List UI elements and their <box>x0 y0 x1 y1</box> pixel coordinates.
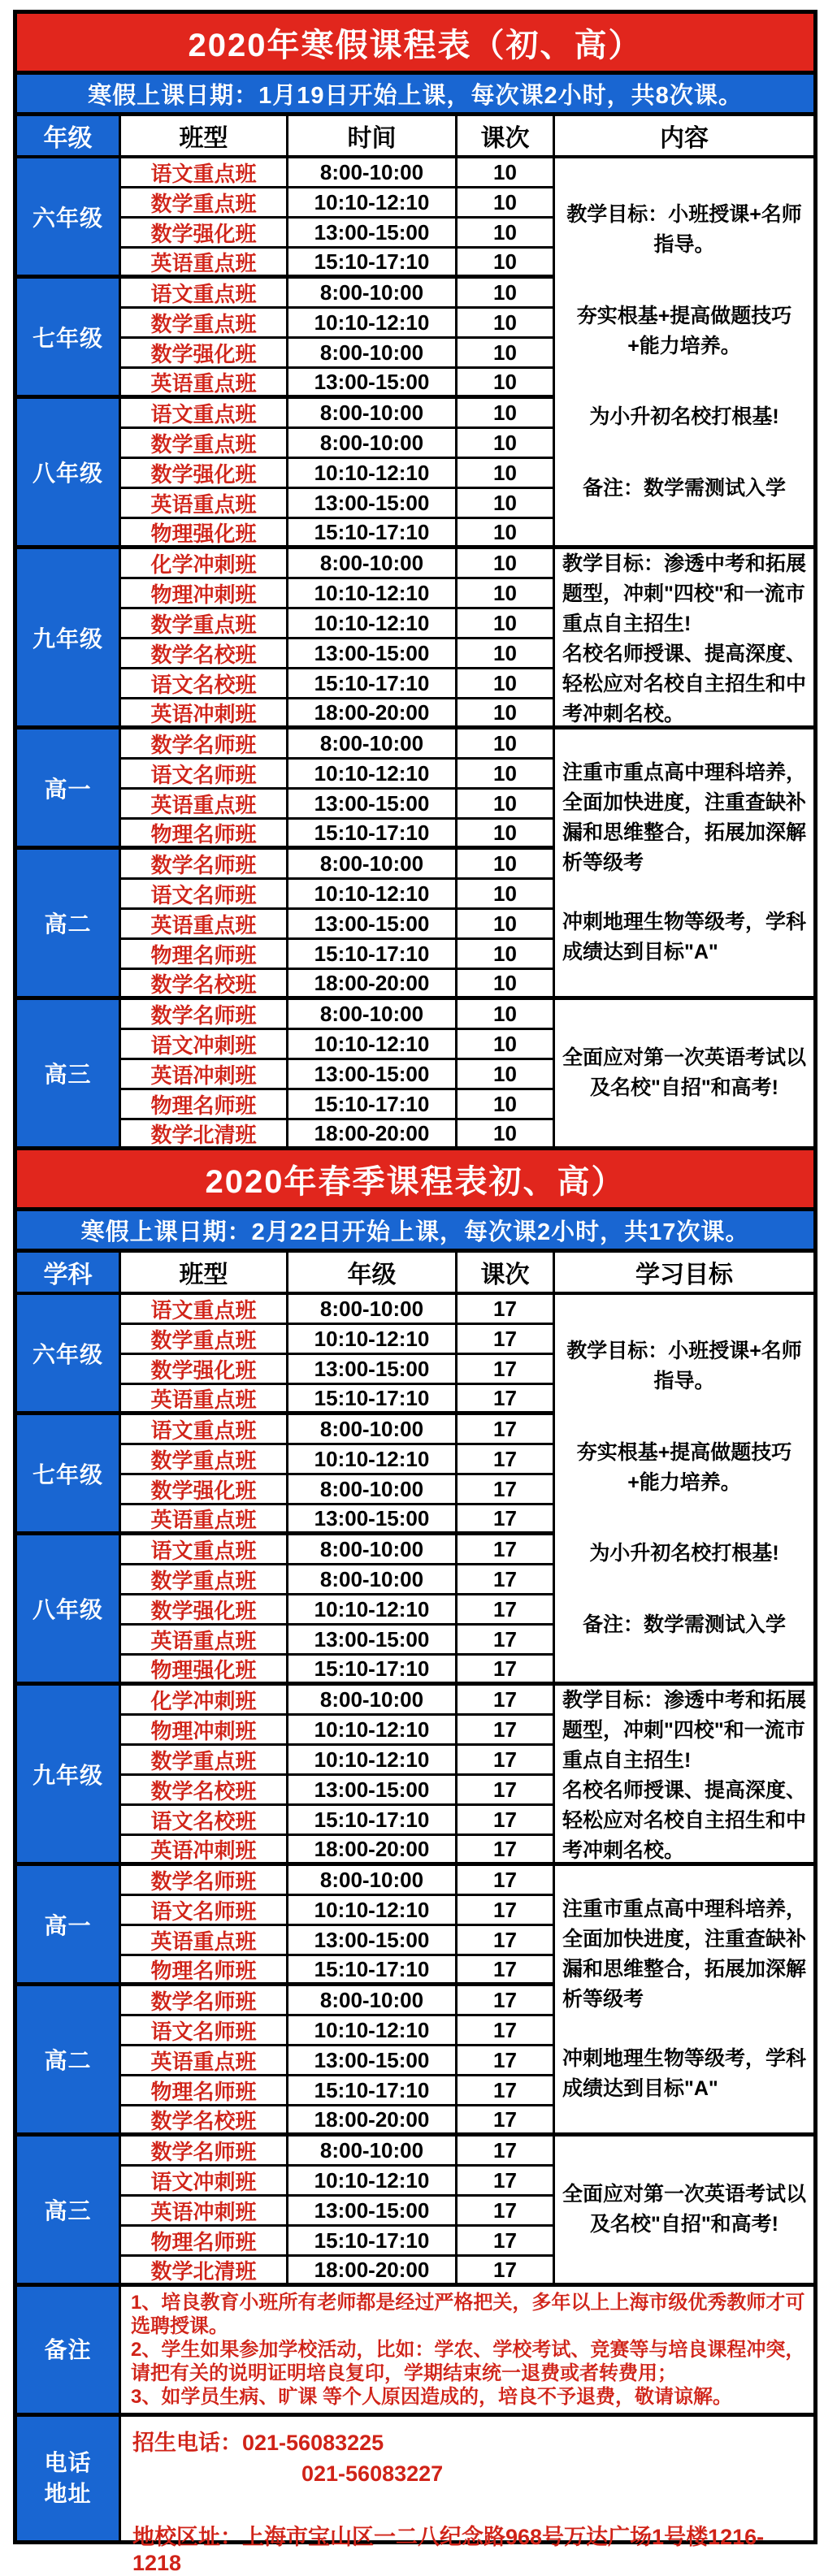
class-type-cell: 数学名师班 <box>121 1866 288 1896</box>
time-cell: 15:10-17:10 <box>288 1956 458 1986</box>
time-cell: 8:00-10:00 <box>288 1295 458 1325</box>
class-type-cell: 英语重点班 <box>121 790 288 820</box>
class-type-cell: 物理冲刺班 <box>121 1716 288 1746</box>
class-type-cell: 语文重点班 <box>121 1295 288 1325</box>
lesson-count-cell: 17 <box>458 1535 555 1565</box>
class-type-cell: 英语冲刺班 <box>121 699 288 730</box>
lesson-count-cell: 10 <box>458 369 555 399</box>
lesson-count-cell: 17 <box>458 1926 555 1956</box>
lesson-count-cell: 17 <box>458 2197 555 2227</box>
time-cell: 13:00-15:00 <box>288 1926 458 1956</box>
time-cell: 8:00-10:00 <box>288 339 458 369</box>
lesson-count-cell: 17 <box>458 2167 555 2197</box>
lesson-count-cell: 17 <box>458 1746 555 1776</box>
lesson-count-cell: 10 <box>458 489 555 519</box>
lesson-count-cell: 10 <box>458 820 555 850</box>
class-type-cell: 数学名师班 <box>121 730 288 760</box>
time-cell: 8:00-10:00 <box>288 1415 458 1445</box>
class-type-cell: 物理名师班 <box>121 820 288 850</box>
time-cell: 10:10-12:10 <box>288 1896 458 1926</box>
class-type-cell: 物理强化班 <box>121 1656 288 1686</box>
time-cell: 10:10-12:10 <box>288 2016 458 2046</box>
time-cell: 18:00-20:00 <box>288 1836 458 1866</box>
goal-paragraph: 全面应对第一次英语考试以及名校"自招"和高考! <box>562 2183 807 2236</box>
class-type-cell: 语文名校班 <box>121 1806 288 1836</box>
goal-paragraph: 夯实根基+提高做题技巧+能力培养。 <box>576 1440 792 1494</box>
goal-paragraph: 冲刺地理生物等级考，学科成绩达到目标"A" <box>562 910 807 963</box>
time-cell: 10:10-12:10 <box>288 1746 458 1776</box>
grade-cell: 六年级 <box>17 158 121 279</box>
class-type-cell: 数学强化班 <box>121 1595 288 1626</box>
class-type-cell: 数学重点班 <box>121 1565 288 1595</box>
time-cell: 15:10-17:10 <box>288 1090 458 1120</box>
lesson-count-cell: 10 <box>458 459 555 489</box>
grade-cell: 高三 <box>17 1000 121 1150</box>
lesson-count-cell: 17 <box>458 1626 555 1656</box>
lesson-count-cell: 10 <box>458 760 555 790</box>
time-cell: 10:10-12:10 <box>288 2167 458 2197</box>
class-type-cell: 数学强化班 <box>121 1355 288 1385</box>
lesson-count-cell: 17 <box>458 1866 555 1896</box>
lesson-count-cell: 10 <box>458 1120 555 1150</box>
goal-paragraph: 夯实根基+提高做题技巧+能力培养。 <box>576 304 792 357</box>
class-type-cell: 语文冲刺班 <box>121 2167 288 2197</box>
class-type-cell: 英语重点班 <box>121 369 288 399</box>
lesson-count-cell: 17 <box>458 1385 555 1415</box>
contact-content <box>121 2417 813 2575</box>
contact-label <box>17 2417 121 2540</box>
lesson-count-cell: 10 <box>458 1000 555 1030</box>
class-type-cell: 数学名师班 <box>121 850 288 880</box>
time-cell: 8:00-10:00 <box>288 158 458 188</box>
goal-paragraph: 备注：数学需测试入学 <box>582 477 786 500</box>
lesson-count-cell: 17 <box>458 1355 555 1385</box>
lesson-count-cell: 17 <box>458 1475 555 1505</box>
time-cell: 8:00-10:00 <box>288 1000 458 1030</box>
time-cell: 15:10-17:10 <box>288 2227 458 2257</box>
grade-cell: 六年级 <box>17 1295 121 1415</box>
class-type-cell: 数学名校班 <box>121 1776 288 1806</box>
note-item: 3、如学员生病、旷课 等个人原因造成的，培良不予退费，敬请谅解。 <box>131 2386 733 2408</box>
time-cell: 15:10-17:10 <box>288 249 458 279</box>
class-type-cell: 英语重点班 <box>121 1626 288 1656</box>
class-type-cell: 物理名师班 <box>121 940 288 970</box>
notes-section <box>17 2287 813 2417</box>
class-type-cell: 数学重点班 <box>121 429 288 459</box>
lesson-count-cell: 17 <box>458 1956 555 1986</box>
note-item: 2、学生如果参加学校活动，比如：学农、学校考试、竞赛等与培良课程冲突，请把有关的说明证明培良复印，学期结束统一退费或者转费用； <box>131 2339 805 2384</box>
spring-header-subject: 学科 <box>17 1253 121 1292</box>
lesson-count-cell: 17 <box>458 1295 555 1325</box>
time-cell: 10:10-12:10 <box>288 459 458 489</box>
winter-header-grade: 年级 <box>17 116 121 155</box>
goal-paragraph: 名校名师授课、提高深度、轻松应对名校自主招生和中考冲刺名校。 <box>562 1779 807 1862</box>
time-cell: 10:10-12:10 <box>288 1445 458 1475</box>
class-type-cell: 数学强化班 <box>121 459 288 489</box>
lesson-count-cell: 10 <box>458 880 555 910</box>
lesson-count-cell: 10 <box>458 940 555 970</box>
time-cell: 13:00-15:00 <box>288 639 458 669</box>
class-type-cell: 数学重点班 <box>121 1746 288 1776</box>
time-cell: 8:00-10:00 <box>288 1475 458 1505</box>
class-type-cell: 数学重点班 <box>121 309 288 339</box>
lesson-count-cell: 10 <box>458 549 555 579</box>
lesson-count-cell: 10 <box>458 219 555 249</box>
time-cell: 10:10-12:10 <box>288 1030 458 1060</box>
time-cell: 10:10-12:10 <box>288 1716 458 1746</box>
notes-content <box>121 2287 813 2413</box>
contact-phone-2: 021-56083227 <box>301 2461 444 2486</box>
lesson-count-cell: 10 <box>458 339 555 369</box>
lesson-count-cell: 10 <box>458 249 555 279</box>
time-cell: 10:10-12:10 <box>288 309 458 339</box>
lesson-count-cell: 17 <box>458 1565 555 1595</box>
lesson-count-cell: 10 <box>458 790 555 820</box>
spring-header-lesson-count: 课次 <box>458 1253 555 1292</box>
lesson-count-cell: 17 <box>458 1896 555 1926</box>
class-type-cell: 数学强化班 <box>121 219 288 249</box>
lesson-count-cell: 10 <box>458 519 555 549</box>
time-cell: 15:10-17:10 <box>288 820 458 850</box>
lesson-count-cell: 17 <box>458 1595 555 1626</box>
class-type-cell: 英语重点班 <box>121 910 288 940</box>
class-type-cell: 英语冲刺班 <box>121 1060 288 1090</box>
class-type-cell: 数学名师班 <box>121 2137 288 2167</box>
lesson-count-cell: 10 <box>458 1060 555 1090</box>
time-cell: 15:10-17:10 <box>288 1656 458 1686</box>
time-cell: 8:00-10:00 <box>288 1866 458 1896</box>
time-cell: 10:10-12:10 <box>288 1595 458 1626</box>
spring-title-bar: 2020年春季课程表初、高） <box>17 1150 813 1211</box>
class-type-cell: 语文名师班 <box>121 1896 288 1926</box>
time-cell: 18:00-20:00 <box>288 1120 458 1150</box>
class-type-cell: 语文冲刺班 <box>121 1030 288 1060</box>
winter-schedule-table <box>17 158 813 1150</box>
lesson-count-cell: 17 <box>458 2046 555 2076</box>
goal-paragraph: 为小升初名校打根基! <box>589 1542 779 1565</box>
class-type-cell: 英语冲刺班 <box>121 2197 288 2227</box>
contact-label-address: 地址 <box>44 2481 92 2506</box>
goal-paragraph: 教学目标：渗透中考和拓展题型，冲刺"四校"和一流市重点自主招生! <box>562 552 807 635</box>
lesson-count-cell: 17 <box>458 2257 555 2287</box>
lesson-count-cell: 17 <box>458 2076 555 2106</box>
lesson-count-cell: 10 <box>458 1030 555 1060</box>
lesson-count-cell: 17 <box>458 1716 555 1746</box>
time-cell: 10:10-12:10 <box>288 760 458 790</box>
time-cell: 8:00-10:00 <box>288 730 458 760</box>
class-type-cell: 物理名师班 <box>121 2076 288 2106</box>
lesson-count-cell: 17 <box>458 1776 555 1806</box>
time-cell: 18:00-20:00 <box>288 2106 458 2137</box>
goal-cell <box>555 158 813 549</box>
winter-subheader-bar: 寒假上课日期：1月19日开始上课，每次课2小时，共8次课。 <box>17 75 813 116</box>
spring-header-row <box>17 1253 813 1295</box>
class-type-cell: 语文名师班 <box>121 880 288 910</box>
lesson-count-cell: 17 <box>458 1415 555 1445</box>
class-type-cell: 语文重点班 <box>121 399 288 429</box>
note-item: 1、培良教育小班所有老师都是经过严格把关，多年以上上海市级优秀教师才可选聘授课。 <box>131 2292 805 2337</box>
time-cell: 13:00-15:00 <box>288 2197 458 2227</box>
goal-cell <box>555 1866 813 2137</box>
lesson-count-cell: 10 <box>458 699 555 730</box>
time-cell: 15:10-17:10 <box>288 940 458 970</box>
class-type-cell: 数学名校班 <box>121 639 288 669</box>
class-type-cell: 数学名师班 <box>121 1000 288 1030</box>
winter-header-lesson-count: 课次 <box>458 116 555 155</box>
time-cell: 13:00-15:00 <box>288 2046 458 2076</box>
time-cell: 8:00-10:00 <box>288 850 458 880</box>
goal-paragraph: 全面应对第一次英语考试以及名校"自招"和高考! <box>562 1046 807 1099</box>
time-cell: 15:10-17:10 <box>288 1806 458 1836</box>
class-type-cell: 英语重点班 <box>121 249 288 279</box>
time-cell: 8:00-10:00 <box>288 279 458 309</box>
time-cell: 8:00-10:00 <box>288 429 458 459</box>
class-type-cell: 语文名校班 <box>121 669 288 699</box>
class-type-cell: 物理名师班 <box>121 1090 288 1120</box>
class-type-cell: 数学重点班 <box>121 188 288 219</box>
class-type-cell: 英语重点班 <box>121 2046 288 2076</box>
time-cell: 8:00-10:00 <box>288 549 458 579</box>
lesson-count-cell: 10 <box>458 850 555 880</box>
grade-cell: 八年级 <box>17 1535 121 1686</box>
grade-cell: 九年级 <box>17 549 121 730</box>
goal-paragraph: 注重市重点高中理科培养，全面加快进度，注重查缺补漏和思维整合，拓展加深解析等级考 <box>562 761 807 875</box>
class-type-cell: 数学北清班 <box>121 2257 288 2287</box>
time-cell: 13:00-15:00 <box>288 1505 458 1535</box>
grade-cell: 高二 <box>17 1986 121 2137</box>
lesson-count-cell: 17 <box>458 1445 555 1475</box>
grade-cell: 高三 <box>17 2137 121 2287</box>
goal-cell <box>555 730 813 1000</box>
lesson-count-cell: 17 <box>458 1806 555 1836</box>
time-cell: 18:00-20:00 <box>288 970 458 1000</box>
time-cell: 10:10-12:10 <box>288 880 458 910</box>
time-cell: 8:00-10:00 <box>288 1565 458 1595</box>
class-type-cell: 物理冲刺班 <box>121 579 288 609</box>
class-type-cell: 物理强化班 <box>121 519 288 549</box>
class-type-cell: 英语冲刺班 <box>121 1836 288 1866</box>
lesson-count-cell: 17 <box>458 2227 555 2257</box>
lesson-count-cell: 10 <box>458 188 555 219</box>
winter-header-content: 内容 <box>555 116 813 155</box>
time-cell: 13:00-15:00 <box>288 219 458 249</box>
lesson-count-cell: 10 <box>458 639 555 669</box>
lesson-count-cell: 10 <box>458 158 555 188</box>
lesson-count-cell: 10 <box>458 730 555 760</box>
class-type-cell: 语文重点班 <box>121 1535 288 1565</box>
lesson-count-cell: 17 <box>458 1686 555 1716</box>
lesson-count-cell: 17 <box>458 2106 555 2137</box>
time-cell: 13:00-15:00 <box>288 1060 458 1090</box>
lesson-count-cell: 10 <box>458 399 555 429</box>
lesson-count-cell: 10 <box>458 609 555 639</box>
goal-cell <box>555 1295 813 1686</box>
time-cell: 10:10-12:10 <box>288 1325 458 1355</box>
grade-cell: 九年级 <box>17 1686 121 1866</box>
lesson-count-cell: 10 <box>458 429 555 459</box>
winter-title-bar: 2020年寒假课程表（初、高） <box>17 14 813 75</box>
class-type-cell: 物理名师班 <box>121 1956 288 1986</box>
goal-cell <box>555 1686 813 1866</box>
notes-label: 备注 <box>17 2287 121 2413</box>
class-type-cell: 语文重点班 <box>121 158 288 188</box>
time-cell: 13:00-15:00 <box>288 1355 458 1385</box>
lesson-count-cell: 10 <box>458 1090 555 1120</box>
time-cell: 8:00-10:00 <box>288 2137 458 2167</box>
winter-header-row <box>17 116 813 158</box>
contact-phone-1: 招生电话：021-56083225 <box>132 2431 384 2455</box>
time-cell: 15:10-17:10 <box>288 2076 458 2106</box>
class-type-cell: 英语重点班 <box>121 489 288 519</box>
lesson-count-cell: 17 <box>458 1656 555 1686</box>
time-cell: 8:00-10:00 <box>288 399 458 429</box>
time-cell: 13:00-15:00 <box>288 369 458 399</box>
class-type-cell: 数学名师班 <box>121 1986 288 2016</box>
class-type-cell: 物理名师班 <box>121 2227 288 2257</box>
winter-header-class-type: 班型 <box>121 116 288 155</box>
winter-header-time: 时间 <box>288 116 458 155</box>
lesson-count-cell: 17 <box>458 1986 555 2016</box>
lesson-count-cell: 10 <box>458 970 555 1000</box>
class-type-cell: 数学重点班 <box>121 1445 288 1475</box>
time-cell: 15:10-17:10 <box>288 669 458 699</box>
time-cell: 10:10-12:10 <box>288 188 458 219</box>
lesson-count-cell: 10 <box>458 910 555 940</box>
lesson-count-cell: 17 <box>458 2137 555 2167</box>
time-cell: 10:10-12:10 <box>288 579 458 609</box>
time-cell: 18:00-20:00 <box>288 699 458 730</box>
schedule-poster <box>13 10 817 2575</box>
lesson-count-cell: 10 <box>458 279 555 309</box>
time-cell: 13:00-15:00 <box>288 1626 458 1656</box>
grade-cell: 八年级 <box>17 399 121 549</box>
time-cell: 18:00-20:00 <box>288 2257 458 2287</box>
time-cell: 13:00-15:00 <box>288 790 458 820</box>
grade-cell: 高二 <box>17 850 121 1000</box>
time-cell: 8:00-10:00 <box>288 1986 458 2016</box>
class-type-cell: 语文重点班 <box>121 1415 288 1445</box>
time-cell: 8:00-10:00 <box>288 1535 458 1565</box>
contact-section <box>17 2417 813 2575</box>
lesson-count-cell: 10 <box>458 579 555 609</box>
class-type-cell: 化学冲刺班 <box>121 549 288 579</box>
goal-cell <box>555 549 813 730</box>
spring-header-learning-goal: 学习目标 <box>555 1253 813 1292</box>
lesson-count-cell: 10 <box>458 309 555 339</box>
class-type-cell: 英语重点班 <box>121 1926 288 1956</box>
class-type-cell: 化学冲刺班 <box>121 1686 288 1716</box>
goal-paragraph: 冲刺地理生物等级考，学科成绩达到目标"A" <box>562 2046 807 2100</box>
spring-header-grade: 年级 <box>288 1253 458 1292</box>
class-type-cell: 数学强化班 <box>121 339 288 369</box>
grade-cell: 高一 <box>17 730 121 850</box>
goal-paragraph: 注重市重点高中理科培养，全面加快进度，注重查缺补漏和思维整合，拓展加深解析等级考 <box>562 1898 807 2011</box>
lesson-count-cell: 10 <box>458 669 555 699</box>
lesson-count-cell: 17 <box>458 1325 555 1355</box>
class-type-cell: 语文重点班 <box>121 279 288 309</box>
goal-paragraph: 教学目标：小班授课+名师指导。 <box>566 202 802 256</box>
goal-cell <box>555 2137 813 2287</box>
lesson-count-cell: 17 <box>458 2016 555 2046</box>
class-type-cell: 数学重点班 <box>121 609 288 639</box>
class-type-cell: 英语重点班 <box>121 1385 288 1415</box>
class-type-cell: 语文名师班 <box>121 760 288 790</box>
spring-subheader-bar: 寒假上课日期：2月22日开始上课，每次课2小时，共17次课。 <box>17 1211 813 1253</box>
class-type-cell: 数学名校班 <box>121 2106 288 2137</box>
class-type-cell: 语文名师班 <box>121 2016 288 2046</box>
spring-header-class-type: 班型 <box>121 1253 288 1292</box>
class-type-cell: 数学名校班 <box>121 970 288 1000</box>
class-type-cell: 数学重点班 <box>121 1325 288 1355</box>
time-cell: 10:10-12:10 <box>288 609 458 639</box>
time-cell: 13:00-15:00 <box>288 1776 458 1806</box>
spring-schedule-table <box>17 1295 813 2287</box>
time-cell: 8:00-10:00 <box>288 1686 458 1716</box>
grade-cell: 七年级 <box>17 279 121 399</box>
goal-paragraph: 名校名师授课、提高深度、轻松应对名校自主招生和中考冲刺名校。 <box>562 643 807 725</box>
goal-paragraph: 教学目标：小班授课+名师指导。 <box>566 1339 802 1392</box>
time-cell: 15:10-17:10 <box>288 1385 458 1415</box>
contact-address: 地校区址：上海市宝山区一二八纪念路968号万达广场1号楼1216-1218 <box>132 2525 765 2575</box>
class-type-cell: 数学强化班 <box>121 1475 288 1505</box>
lesson-count-cell: 17 <box>458 1836 555 1866</box>
goal-paragraph: 备注：数学需测试入学 <box>582 1613 786 1637</box>
class-type-cell: 英语重点班 <box>121 1505 288 1535</box>
goal-paragraph: 为小升初名校打根基! <box>589 405 779 429</box>
class-type-cell: 数学北清班 <box>121 1120 288 1150</box>
contact-label-phone: 电话 <box>44 2450 92 2475</box>
time-cell: 13:00-15:00 <box>288 910 458 940</box>
grade-cell: 高一 <box>17 1866 121 1986</box>
lesson-count-cell: 17 <box>458 1505 555 1535</box>
goal-paragraph: 教学目标：渗透中考和拓展题型，冲刺"四校"和一流市重点自主招生! <box>562 1689 807 1772</box>
goal-cell <box>555 1000 813 1150</box>
grade-cell: 七年级 <box>17 1415 121 1535</box>
time-cell: 15:10-17:10 <box>288 519 458 549</box>
time-cell: 13:00-15:00 <box>288 489 458 519</box>
